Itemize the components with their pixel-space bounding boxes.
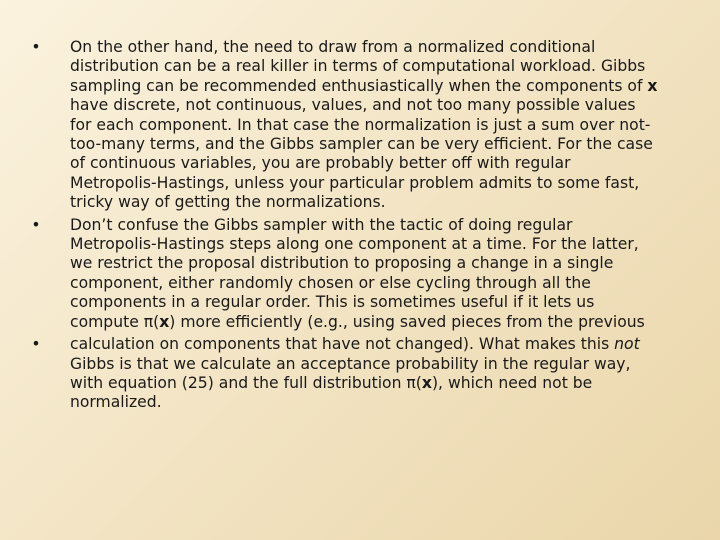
bullet-item [28, 216, 688, 332]
text-line: component, either randomly chosen or else cycling through all the [70, 273, 591, 292]
text-line: On the other hand, the need to draw from a normalized conditional [70, 38, 596, 56]
text-line: for each component. In that case the normalization is just a sum over not- [70, 115, 651, 134]
bullet-dot-icon: • [31, 335, 41, 354]
text-line: components in a regular order. This is sometimes useful if it lets us [70, 293, 595, 312]
text-line: compute π(x) more efficiently (e.g., using saved pieces from the previous [70, 312, 645, 331]
text-line: Don’t confuse the Gibbs sampler with the tactic of doing regular [70, 215, 573, 234]
text-line: Gibbs is that we calculate an acceptance probability in the regular way, [70, 354, 631, 373]
bullet-item [28, 335, 688, 413]
text-line: we restrict the proposal distribution to proposing a change in a single [70, 254, 614, 273]
bullet-dot-icon: • [31, 38, 41, 56]
bullet-dot-icon: • [31, 215, 41, 234]
text-line: Metropolis-Hastings, unless your particular problem admits to some fast, [70, 173, 640, 192]
text-line: of continuous variables, you are probably better off with regular [70, 154, 571, 173]
text-line: too-many terms, and the Gibbs sampler can be very efficient. For the case [70, 135, 653, 154]
text-line: sampling can be recommended enthusiastically when the components of x [70, 76, 658, 95]
text-line: calculation on components that have not changed). What makes this not [70, 335, 640, 354]
slide-body [28, 38, 688, 416]
text-line: distribution can be a real killer in terms of computational workload. Gibbs [70, 57, 646, 76]
text-line: normalized. [70, 393, 162, 412]
text-line: Metropolis-Hastings steps along one component at a time. For the latter, [70, 235, 639, 254]
text-line: with equation (25) and the full distribution π(x), which need not be [70, 373, 593, 392]
bullet-item [28, 38, 688, 213]
text-line: tricky way of getting the normalizations. [70, 193, 386, 212]
text-line: have discrete, not continuous, values, and not too many possible values [70, 96, 636, 115]
